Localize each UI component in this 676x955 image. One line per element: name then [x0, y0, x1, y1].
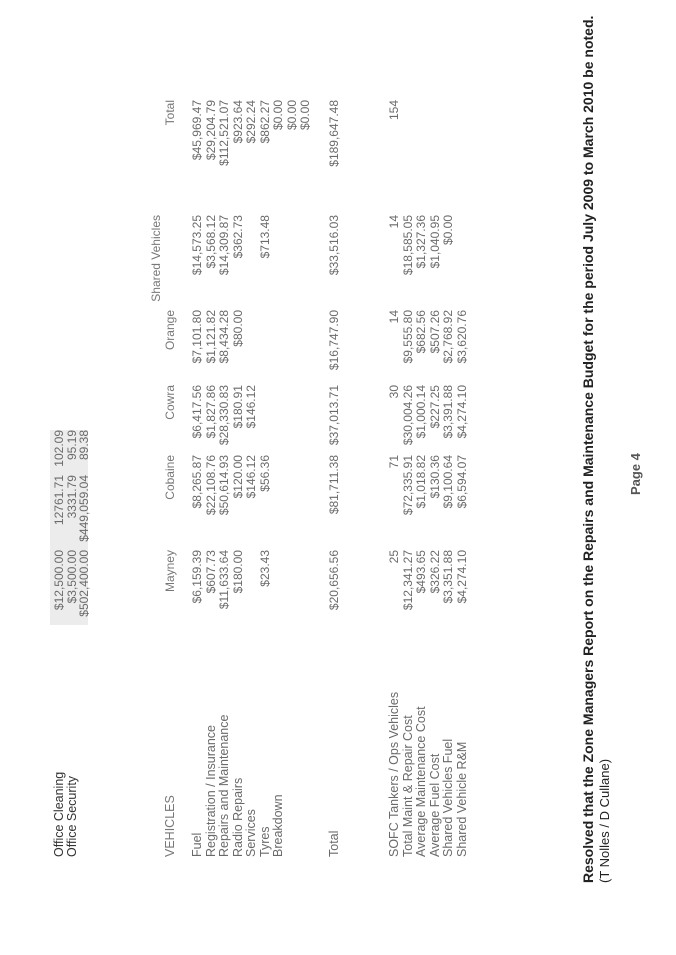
vehicle-row-label: Registration / Insurance: [203, 724, 218, 857]
total-cell: $189,647.48: [327, 100, 341, 167]
office-row-label: Office Security: [64, 775, 79, 857]
vehicle-cell: $28,330.83: [217, 385, 231, 446]
office-cell: 95.19: [64, 430, 79, 461]
vehicle-cell: $607.73: [203, 550, 218, 594]
stats-cell: $2,768.92: [441, 310, 455, 364]
total-cell: $16,747.90: [327, 310, 341, 371]
vehicle-row-label: Fuel: [190, 832, 204, 857]
vehicle-cell: $3,568.12: [203, 215, 218, 269]
vehicle-row-label: Breakdown: [271, 794, 285, 857]
column-header: Total: [163, 100, 177, 126]
vehicle-row-label: Tyres: [257, 826, 272, 857]
stats-cell: $326.22: [427, 550, 442, 594]
vehicle-cell: $923.64: [230, 100, 245, 144]
vehicle-cell: $0.00: [298, 100, 312, 131]
column-header: Orange: [163, 310, 177, 351]
stats-cell: $4,274.10: [454, 550, 469, 604]
stats-cell: $1,018.82: [414, 455, 428, 509]
vehicle-cell: $80.00: [230, 310, 245, 347]
vehicle-cell: $0.00: [284, 100, 299, 131]
stats-cell: $18,585.05: [400, 215, 415, 276]
vehicle-row-label: Services: [244, 809, 258, 857]
stats-row-label: Shared Vehicles Fuel: [441, 738, 455, 857]
section-label: VEHICLES: [163, 795, 177, 857]
stats-cell: 30: [387, 385, 401, 399]
stats-cell: 14: [387, 310, 401, 324]
stats-cell: $0.00: [441, 215, 455, 246]
stats-cell: $3,391.88: [441, 385, 455, 439]
stats-cell: $493.65: [414, 550, 428, 594]
stats-cell: 25: [387, 550, 401, 564]
stats-row-label: Shared Vehicle R&M: [454, 741, 469, 857]
stats-cell: $1,000.14: [414, 385, 428, 439]
vehicle-row-label: Repairs and Maintenance: [217, 714, 231, 857]
vehicle-cell: $120.00: [230, 455, 245, 499]
total-cell: $37,013.71: [327, 385, 341, 446]
stats-cell: $3,620.76: [454, 310, 469, 364]
column-header: Mayney: [163, 550, 177, 593]
stats-row-label: Total Maint & Repair Cost: [400, 715, 415, 857]
stats-cell: $9,100.64: [441, 455, 455, 509]
column-header: Shared Vehicles: [149, 215, 163, 302]
office-row-label: Office Cleaning: [52, 771, 66, 857]
total-cell: $33,516.03: [327, 215, 341, 276]
vehicle-cell: $6,159.39: [190, 550, 204, 604]
total-cell: $81,711.38: [327, 455, 341, 515]
vehicle-row-label: Radio Repairs: [230, 777, 245, 857]
column-header: Cobaine: [163, 455, 177, 500]
stats-cell: $30,004.26: [400, 385, 415, 446]
vehicle-cell: $29,204.79: [203, 100, 218, 161]
vehicle-cell: $11,633.64: [217, 550, 231, 610]
mover-text: (T Nolles / D Cullane): [597, 758, 612, 883]
office-cell: 102.09: [52, 430, 66, 467]
stats-cell: $1,327.36: [414, 215, 428, 269]
vehicle-cell: $180.00: [230, 550, 245, 594]
stats-cell: 154: [387, 100, 401, 121]
vehicle-cell: $50,614.93: [217, 455, 231, 516]
vehicle-cell: $146.12: [244, 385, 258, 429]
stats-cell: $4,274.10: [454, 385, 469, 439]
vehicle-cell: $1,827.86: [203, 385, 218, 439]
stats-cell: $72,335.91: [400, 455, 415, 516]
stats-cell: $6,594.07: [454, 455, 469, 509]
stats-cell: $507.26: [427, 310, 442, 354]
office-cell: $502,400.00: [77, 550, 91, 617]
total-label: Total: [327, 830, 341, 857]
stats-cell: $130.36: [427, 455, 442, 499]
vehicle-cell: $146.12: [244, 455, 258, 499]
stats-cell: $1,040.95: [427, 215, 442, 269]
vehicle-cell: $362.73: [230, 215, 245, 259]
vehicle-cell: $0.00: [271, 100, 285, 131]
vehicle-cell: $862.27: [257, 100, 272, 144]
stats-row-label: SOFC Tankers / Ops Vehicles: [387, 691, 401, 857]
stats-cell: $227.25: [427, 385, 442, 429]
vehicle-cell: $112,521.07: [217, 100, 231, 166]
vehicle-cell: $14,309.87: [217, 215, 231, 276]
resolution-text: Resolved that the Zone Managers Report on the Repairs and Maintenance Budget for the period July 2009 to March 2010 be noted.: [580, 15, 596, 883]
stats-row-label: Average Maintenance Cost: [414, 706, 428, 857]
office-cell: 3331.79: [64, 475, 79, 519]
vehicle-cell: $22,108.76: [203, 455, 218, 516]
vehicle-cell: $713.48: [257, 215, 272, 259]
office-cell: $12,500.00: [52, 550, 66, 611]
vehicle-cell: $292.24: [244, 100, 258, 144]
vehicle-cell: $14,573.25: [190, 215, 204, 276]
stats-cell: 14: [387, 215, 401, 229]
office-cell: $3,500.00: [64, 550, 79, 604]
vehicle-cell: $180.91: [230, 385, 245, 429]
stats-row-label: Average Fuel Cost: [427, 753, 442, 857]
vehicle-cell: $45,969.47: [190, 100, 204, 161]
vehicle-cell: $56.36: [257, 455, 272, 492]
stats-cell: $682.56: [414, 310, 428, 354]
vehicle-cell: $8,434.28: [217, 310, 231, 364]
office-cell: $449,059.04: [77, 475, 91, 542]
vehicle-cell: $7,101.80: [190, 310, 204, 364]
vehicle-cell: $23.43: [257, 550, 272, 587]
stats-cell: 71: [387, 455, 401, 469]
office-cell: 12761.71: [52, 475, 66, 526]
column-header: Cowra: [163, 385, 177, 420]
office-cell: 89.38: [77, 430, 91, 461]
page-number: Page 4: [628, 453, 643, 495]
stats-cell: $3,351.88: [441, 550, 455, 604]
vehicle-cell: $1,121.82: [203, 310, 218, 364]
stats-cell: $9,555.80: [400, 310, 415, 364]
stats-cell: $12,341.27: [400, 550, 415, 611]
vehicle-cell: $8,265.87: [190, 455, 204, 509]
vehicle-cell: $6,417.56: [190, 385, 204, 439]
total-cell: $20,656.56: [327, 550, 341, 611]
